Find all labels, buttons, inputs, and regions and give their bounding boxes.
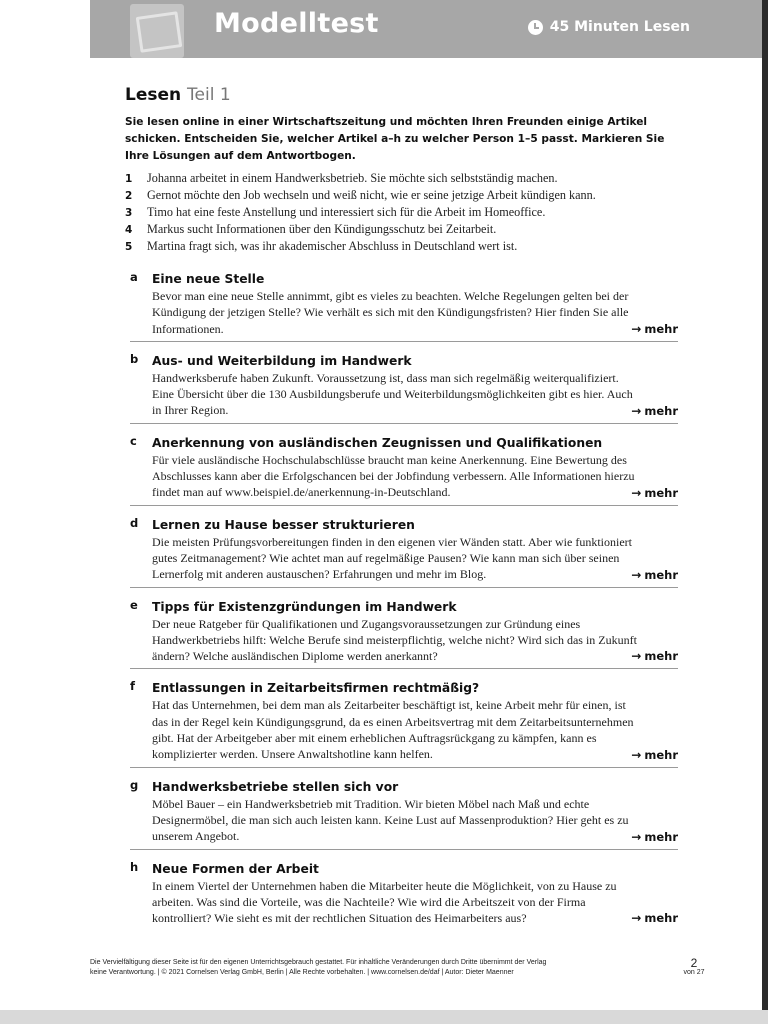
more-label: mehr xyxy=(644,747,678,762)
more-link[interactable] xyxy=(631,322,678,336)
more-label: mehr xyxy=(644,321,678,336)
person-number: 1 xyxy=(125,173,133,185)
article-title: Aus- und Weiterbildung im Handwerk xyxy=(152,353,412,368)
article-h xyxy=(130,860,678,931)
article-title: Handwerksbetriebe stellen sich vor xyxy=(152,779,399,794)
time-label: 45 Minuten Lesen xyxy=(549,19,690,35)
time-indicator xyxy=(528,19,690,35)
page-total: von 27 xyxy=(683,969,705,976)
arrow-right-icon: → xyxy=(631,403,642,418)
person-number: 3 xyxy=(125,207,133,219)
article-g xyxy=(130,778,678,850)
article-letter: f xyxy=(130,679,136,694)
article-title: Neue Formen der Arbeit xyxy=(152,861,319,876)
more-link[interactable] xyxy=(631,911,678,925)
more-link[interactable] xyxy=(631,404,678,418)
arrow-right-icon: → xyxy=(631,485,642,500)
article-c xyxy=(130,434,678,506)
arrow-right-icon: → xyxy=(631,567,642,582)
more-label: mehr xyxy=(644,829,678,844)
person-item xyxy=(125,205,685,222)
more-link[interactable] xyxy=(631,748,678,762)
person-item xyxy=(125,171,685,188)
article-body: In einem Viertel der Unternehmen haben die Mitarbeiter heute die Möglichkeit, von zu Hause zu arbeiten. Was sind die Vorteile, was die Nachteile? Wie wird die Arbeitszeit von der Firma kontrolliert? Wie sieht es mit der rechtlichen Situation des Heimarbeiters aus? xyxy=(152,878,617,926)
page-number: 2 xyxy=(690,956,698,970)
more-label: mehr xyxy=(644,649,678,664)
person-text: Timo hat eine feste Anstellung und interessiert sich für die Arbeit im Homeoffice. xyxy=(147,205,546,219)
page-title: Modelltest xyxy=(214,8,379,39)
article-list xyxy=(130,270,678,940)
article-body: Bevor man eine neue Stelle annimmt, gibt es vieles zu beachten. Welche Regelungen gelten bei der Kündigung der jetzigen Stelle? Wie verhält es sich mit den Kündigungsfristen? Hier finden Sie alle Informationen. xyxy=(152,289,629,336)
article-a xyxy=(130,270,678,342)
section-title-main: Lesen xyxy=(125,85,182,105)
article-body: Möbel Bauer – ein Handwerksbetrieb mit Tradition. Wir bieten Möbel nach Maß und echte Designermöbel, die man sich auch leisten kann. Keine Lust auf Massenproduktion? Hier geht es zu unserem Angebot. xyxy=(152,796,629,844)
more-link[interactable] xyxy=(631,649,678,663)
more-link[interactable] xyxy=(631,830,678,844)
more-label: mehr xyxy=(644,567,678,582)
person-list xyxy=(125,171,685,256)
scan-margin xyxy=(0,0,35,1024)
article-title: Entlassungen in Zeitarbeitsfirmen rechtmäßig? xyxy=(152,681,480,696)
article-body: Die meisten Prüfungsvorbereitungen finden in den eigenen vier Wänden statt. Aber wie funktioniert gutes Zeitmanagement? Wie achtet man auf regelmäßige Pausen? Wie kann man sich über seinen Lernerfolg mit anderen austauschen? Erfahrungen und mehr im Blog. xyxy=(152,534,632,582)
article-letter: b xyxy=(130,351,139,366)
person-number: 4 xyxy=(125,224,133,236)
copyright-notice xyxy=(90,958,650,978)
more-label: mehr xyxy=(644,485,678,500)
person-item xyxy=(125,188,685,205)
person-text: Markus sucht Informationen über den Kündigungsschutz bei Zeitarbeit. xyxy=(147,222,497,236)
article-title: Tipps für Existenzgründungen im Handwerk xyxy=(152,599,457,614)
article-d xyxy=(130,516,678,588)
section-title xyxy=(125,85,231,105)
footer-line: keine Verantwortung. | © 2021 Cornelsen Verlag GmbH, Berlin | Alle Rechte vorbehalten. | www.cornelsen.de/daf | Autor: Dieter Maenner xyxy=(90,969,514,976)
clock-icon xyxy=(528,20,543,35)
article-letter: g xyxy=(130,777,139,792)
arrow-right-icon: → xyxy=(631,747,642,762)
article-body: Handwerksberufe haben Zukunft. Voraussetzung ist, dass man sich regelmäßig weiterqualifiziert. Eine Übersicht über die 130 Ausbildungsberufe und Weiterbildungsmöglichkeiten gibt es hier. Auch in Ihrer Region. xyxy=(152,370,633,418)
more-link[interactable] xyxy=(631,486,678,500)
article-b xyxy=(130,352,678,424)
article-letter: e xyxy=(130,597,138,612)
article-title: Lernen zu Hause besser strukturieren xyxy=(152,517,415,532)
more-link[interactable] xyxy=(631,568,678,582)
article-letter: a xyxy=(130,270,138,284)
person-item xyxy=(125,222,685,239)
article-body: Für viele ausländische Hochschulabschlüsse braucht man keine Anerkennung. Eine Bewertung des Abschlusses kann aber die Erfolgschancen bei der Jobfindung verbessern. Alle Informationen hierzu findet man auf www.beispiel.de/anerkennung-in-Deutschland. xyxy=(152,452,635,500)
section-title-part: Teil 1 xyxy=(187,85,231,105)
task-instructions: Sie lesen online in einer Wirtschaftszeitung und möchten Ihren Freunden einige Artikel schicken. Entscheiden Sie, welcher Artikel a–h zu welcher Person 1–5 passt. Markieren Sie Ihre Lösungen auf dem Antwortbogen. xyxy=(125,116,665,162)
person-text: Martina fragt sich, was ihr akademischer Abschluss in Deutschland wert ist. xyxy=(147,239,518,253)
person-number: 5 xyxy=(125,241,133,253)
scan-bottom xyxy=(0,1010,768,1024)
arrow-right-icon: → xyxy=(631,321,642,336)
article-title: Anerkennung von ausländischen Zeugnissen und Qualifikationen xyxy=(152,435,603,450)
article-letter: d xyxy=(130,515,139,530)
person-item xyxy=(125,239,685,256)
logo-icon xyxy=(130,4,184,58)
more-label: mehr xyxy=(644,911,678,926)
arrow-right-icon: → xyxy=(631,911,642,926)
page-header xyxy=(90,0,762,58)
footer-line: Die Vervielfältigung dieser Seite ist für den eigenen Unterrichtsgebrauch gestattet. Für inhaltliche Veränderungen durch Dritte übernimmt der Verlag xyxy=(90,959,547,966)
person-text: Gernot möchte den Job wechseln und weiß nicht, wie er seine jetzige Arbeit kündigen kann. xyxy=(147,188,596,202)
more-label: mehr xyxy=(644,403,678,418)
article-title: Eine neue Stelle xyxy=(152,272,265,286)
scan-edge xyxy=(762,0,768,1010)
article-body: Der neue Ratgeber für Qualifikationen und Zugangsvoraussetzungen zur Gründung eines Handwerkbetriebs hilft: Welche Berufe sind meisterpflichtig, welche nicht? Wird sich das in Zukunft ändern? Welche ausländischen Diplome werden anerkannt? xyxy=(152,616,637,664)
arrow-right-icon: → xyxy=(631,829,642,844)
article-f xyxy=(130,679,678,767)
person-text: Johanna arbeitet in einem Handwerksbetrieb. Sie möchte sich selbstständig machen. xyxy=(147,171,558,185)
person-number: 2 xyxy=(125,190,133,202)
arrow-right-icon: → xyxy=(631,649,642,664)
article-e xyxy=(130,598,678,670)
article-letter: h xyxy=(130,859,139,874)
article-letter: c xyxy=(130,433,137,448)
article-body: Hat das Unternehmen, bei dem man als Zeitarbeiter beschäftigt ist, keine Arbeit mehr für einen, ist das in der Regel kein Kündigungsgrund, da es einen Arbeitsvertrag mit dem Zeitarbeitsunternehmen gibt. Hat der Arbeitgeber aber mit einem erheblichen Auftragsrückgang zu kämpfen, kann es komplizierter werden. Unsere Anwaltshotline kann helfen. xyxy=(152,698,634,762)
